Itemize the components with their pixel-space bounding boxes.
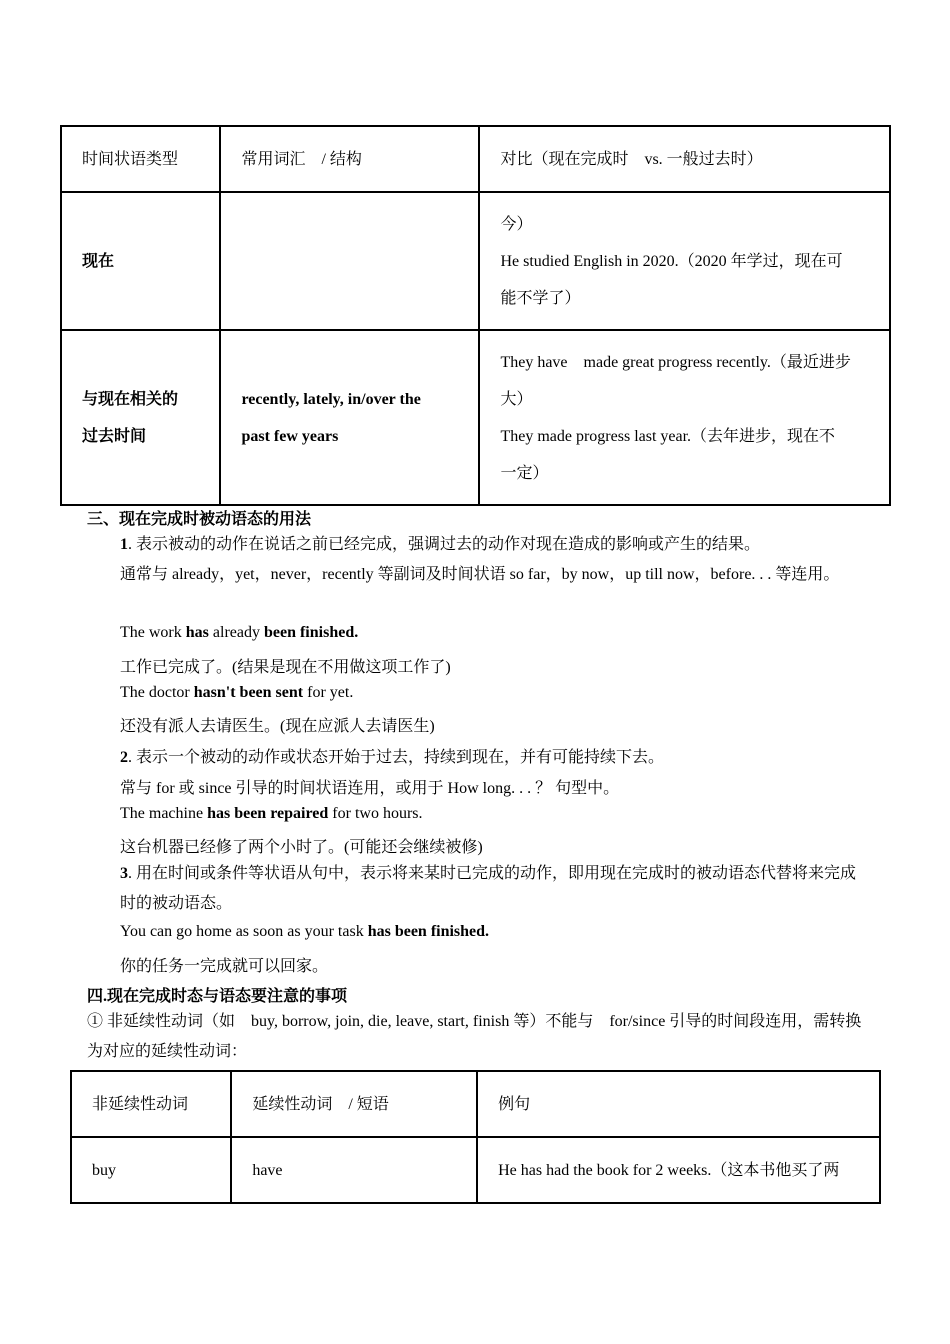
table-header-row xyxy=(61,126,890,192)
section3-point2-note: 常与 for 或 since 引导的时间状语连用，或用于 How long. . . ？ 句型中。 xyxy=(120,780,620,797)
section4-note: ① 非延续性动词（如 buy, borrow, join, die, leave, start, finish 等）不能与 for/since 引导的时间段连用，需转换为对应的延续性动词： xyxy=(87,1013,862,1060)
section4-title: 四.现在完成时态与语态要注意的事项 xyxy=(87,988,348,1005)
tense-adverbial-table xyxy=(60,125,891,506)
row-compare-recent-past: They have made great progress recently.（最近进步 大） They made progress last year.（去年进步，现在不 一定） xyxy=(479,330,890,505)
example-sentence: You can go home as soon as your task has been finished. xyxy=(120,923,490,940)
header-vocab: 常用词汇 / 结构 xyxy=(220,126,479,192)
example-sentence: The doctor hasn't been sent for yet. xyxy=(120,684,354,701)
cell-durative: have xyxy=(231,1137,477,1203)
table-header-row xyxy=(71,1071,880,1137)
example-sentence: The machine has been repaired for two hours. xyxy=(120,805,423,822)
header-adverbial-type: 时间状语类型 xyxy=(61,126,220,192)
example-translation: 你的任务一完成就可以回家。 xyxy=(120,958,329,975)
table-row xyxy=(61,330,890,505)
section3-point3: 3. 用在时间或条件等状语从句中，表示将来某时已完成的动作，即用现在完成时的被动语态代替将来完成时的被动语态。 xyxy=(120,865,857,912)
row-type-present: 现在 xyxy=(61,192,220,330)
example-translation: 工作已完成了。(结果是现在不用做这项工作了) xyxy=(120,659,451,676)
table-row xyxy=(71,1137,880,1203)
cell-example: He has had the book for 2 weeks.（这本书他买了两 xyxy=(477,1137,880,1203)
section3-point1-note: 通常与 already，yet，never，recently 等副词及时间状语 so far，by now，up till now，before. . . 等连用。 xyxy=(120,566,840,583)
section3-point2: 2. 表示一个被动的动作或状态开始于过去，持续到现在，并有可能持续下去。 xyxy=(120,749,665,766)
section3-point1: 1. 表示被动的动作在说话之前已经完成，强调过去的动作对现在造成的影响或产生的结果。 xyxy=(120,536,761,553)
header-durative: 延续性动词 / 短语 xyxy=(231,1071,477,1137)
section3-title: 三、现在完成时被动语态的用法 xyxy=(87,511,312,528)
table-row xyxy=(61,192,890,330)
example-translation: 这台机器已经修了两个小时了。(可能还会继续被修) xyxy=(120,839,483,856)
cell-non-durative: buy xyxy=(71,1137,231,1203)
example-translation: 还没有派人去请医生。(现在应派人去请医生) xyxy=(120,718,435,735)
row-type-recent-past: 与现在相关的 过去时间 xyxy=(61,330,220,505)
header-example: 例句 xyxy=(477,1071,880,1137)
header-non-durative: 非延续性动词 xyxy=(71,1071,231,1137)
row-vocab-recent-past: recently, lately, in/over the past few years xyxy=(220,330,479,505)
row-vocab-present xyxy=(220,192,479,330)
example-sentence: The work has already been finished. xyxy=(120,624,359,641)
header-compare: 对比（现在完成时 vs. 一般过去时） xyxy=(479,126,890,192)
verb-conversion-table xyxy=(70,1070,881,1204)
row-compare-present: 今） He studied English in 2020.（2020 年学过，现在可 能不学了） xyxy=(479,192,890,330)
